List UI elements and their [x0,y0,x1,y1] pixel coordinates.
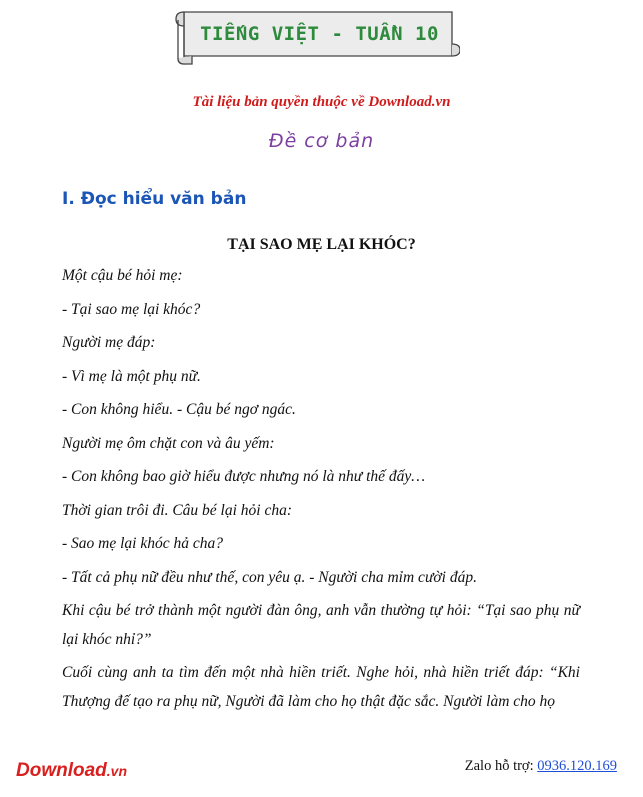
story-line: Người mẹ đáp: [62,334,156,351]
section-heading: I. Đọc hiểu văn bản [62,189,247,209]
story-line: - Vì mẹ là một phụ nữ. [62,367,201,385]
zalo-support [465,758,617,775]
story-line: Thời gian trôi đi. Câu bé lại hỏi cha: [62,501,293,519]
exam-subtitle: Đề cơ bản [268,130,375,152]
document-title: TIẾNG VIỆT - TUẦN 10 [200,23,439,45]
story-body [62,266,580,725]
copyright-notice: Tài liệu bản quyền thuộc về Download.vn [192,94,451,110]
download-logo[interactable] [16,760,127,782]
story-paragraph: Khi cậu bé trở thành một người đàn ông, anh vẫn thường tự hỏi: “Tại sao phụ nữ lại khóc nhỉ?” [62,602,580,648]
story-paragraph: Cuối cùng anh ta tìm đến một nhà hiền triết. Nghe hỏi, nhà hiền triết đáp: “Khi Thượng đế tạo ra phụ nữ, Người đã làm cho họ thật đặc sắc. Người làm cho họ [62,664,580,710]
support-phone-link[interactable]: 0936.120.169 [537,758,617,774]
story-line: - Con không hiểu. - Cậu bé ngơ ngác. [62,401,296,418]
story-line: - Sao mẹ lại khóc hả cha? [62,535,223,552]
story-line: Một cậu bé hỏi mẹ: [62,267,183,284]
story-line: - Con không bao giờ hiểu được nhưng nó là như thế đấy… [62,468,426,485]
story-title: TẠI SAO MẸ LẠI KHÓC? [227,236,416,253]
logo-main: Download [16,760,107,781]
story-line: - Tại sao mẹ lại khóc? [62,300,201,318]
story-line: - Tất cả phụ nữ đều như thế, con yêu ạ. - Người cha mỉm cười đáp. [62,568,477,586]
title-banner [170,6,460,68]
support-label: Zalo hỗ trợ: [464,758,534,774]
story-line: Người mẹ ôm chặt con và âu yếm: [62,434,275,452]
logo-suffix: .vn [106,763,128,779]
